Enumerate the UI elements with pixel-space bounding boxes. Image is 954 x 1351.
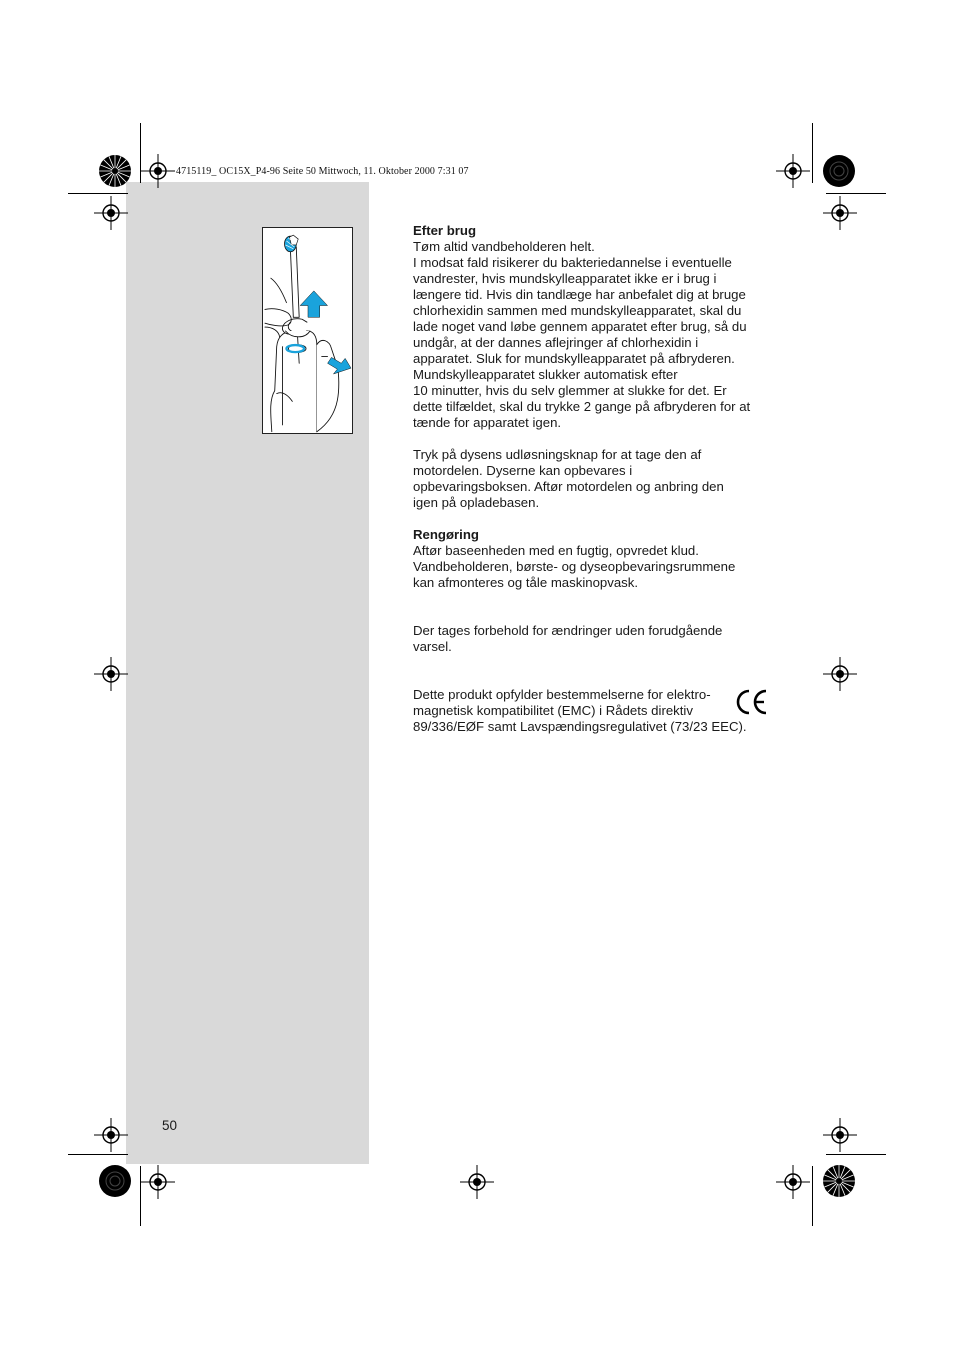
text-line: længere tid. Hvis din tandlæge har anbefalet dig at bruge bbox=[413, 287, 746, 302]
starburst-registration-icon bbox=[821, 153, 857, 189]
text-line: magnetisk kompatibilitet (EMC) i Rådets direktiv bbox=[413, 703, 693, 718]
text-line: Tøm altid vandbeholderen helt. bbox=[413, 239, 595, 254]
page-number: 50 bbox=[162, 1118, 178, 1133]
spacer bbox=[413, 591, 773, 623]
text-line: tænde for apparatet igen. bbox=[413, 415, 562, 430]
text-line: apparatet. Sluk for mundskylleapparatet på afbryderen. bbox=[413, 351, 735, 366]
text-line: vandrester, hvis mundskylleapparatet ikke er i brug i bbox=[413, 271, 717, 286]
crosshair-registration-icon bbox=[776, 1165, 810, 1199]
text-line: motordelen. Dyserne kan opbevares i bbox=[413, 463, 633, 478]
trim-line bbox=[68, 1154, 128, 1155]
text-line: Der tages forbehold for ændringer uden forudgående bbox=[413, 623, 723, 638]
text-line: Dette produkt opfylder bestemmelserne for elektro- bbox=[413, 687, 711, 702]
trim-line bbox=[826, 193, 886, 194]
crosshair-registration-icon bbox=[823, 657, 857, 691]
crosshair-registration-icon bbox=[823, 1118, 857, 1152]
text-line: I modsat fald risikerer du bakteriedannelse i eventuelle bbox=[413, 255, 732, 270]
trim-line bbox=[826, 1154, 886, 1155]
text-line: kan afmonteres og tåle maskinopvask. bbox=[413, 575, 639, 590]
trim-line bbox=[812, 1166, 813, 1226]
section-heading-efter-brug: Efter brug bbox=[413, 223, 477, 238]
crosshair-registration-icon bbox=[141, 1165, 175, 1199]
text-line: 10 minutter, hvis du selv glemmer at slukke for det. Er bbox=[413, 383, 727, 398]
section-heading-rengoring: Rengøring bbox=[413, 527, 479, 542]
ce-mark-icon bbox=[735, 687, 769, 717]
starburst-registration-icon bbox=[97, 1163, 133, 1199]
text-line: undgår, at der dannes aflejringer af chlorhexidin i bbox=[413, 335, 699, 350]
text-line: Aftør baseenheden med en fugtig, opvredet klud. bbox=[413, 543, 699, 558]
crosshair-registration-icon bbox=[776, 154, 810, 188]
text-line: Mundskylleapparatet slukker automatisk efter bbox=[413, 367, 678, 382]
crosshair-registration-icon bbox=[460, 1165, 494, 1199]
text-line: Tryk på dysens udløsningsknap for at tage den af bbox=[413, 447, 702, 462]
spacer bbox=[413, 431, 773, 447]
print-header-line: 4715119_ OC15X_P4-96 Seite 50 Mittwoch, 11. Oktober 2000 7:31 07 bbox=[176, 166, 469, 177]
text-line: lade noget vand løbe gennem apparatet efter brug, så du bbox=[413, 319, 747, 334]
crosshair-registration-icon bbox=[94, 1118, 128, 1152]
spacer bbox=[413, 511, 773, 527]
illustration-remove-nozzle bbox=[262, 227, 353, 434]
text-line: dette tilfældet, skal du trykke 2 gange på afbryderen for at bbox=[413, 399, 751, 414]
crosshair-registration-icon bbox=[823, 196, 857, 230]
starburst-registration-icon bbox=[97, 153, 133, 189]
text-column bbox=[413, 223, 773, 735]
text-line: igen på opladebasen. bbox=[413, 495, 540, 510]
text-line: 89/336/EØF samt Lavspændingsregulativet (73/23 EEC). bbox=[413, 719, 747, 734]
arrow-up-icon bbox=[300, 291, 327, 317]
ce-statement bbox=[413, 687, 773, 735]
text-line: opbevaringsboksen. Aftør motordelen og anbring den bbox=[413, 479, 724, 494]
trim-line bbox=[68, 193, 128, 194]
starburst-registration-icon bbox=[821, 1163, 857, 1199]
crosshair-registration-icon bbox=[94, 657, 128, 691]
text-line: varsel. bbox=[413, 639, 452, 654]
spacer bbox=[413, 655, 773, 687]
text-line: Vandbeholderen, børste- og dyseopbevaringsrummene bbox=[413, 559, 736, 574]
text-line: chlorhexidin sammen med mundskylleapparatet, skal du bbox=[413, 303, 742, 318]
trim-line bbox=[812, 123, 813, 183]
crosshair-registration-icon bbox=[94, 196, 128, 230]
crosshair-registration-icon bbox=[141, 154, 175, 188]
